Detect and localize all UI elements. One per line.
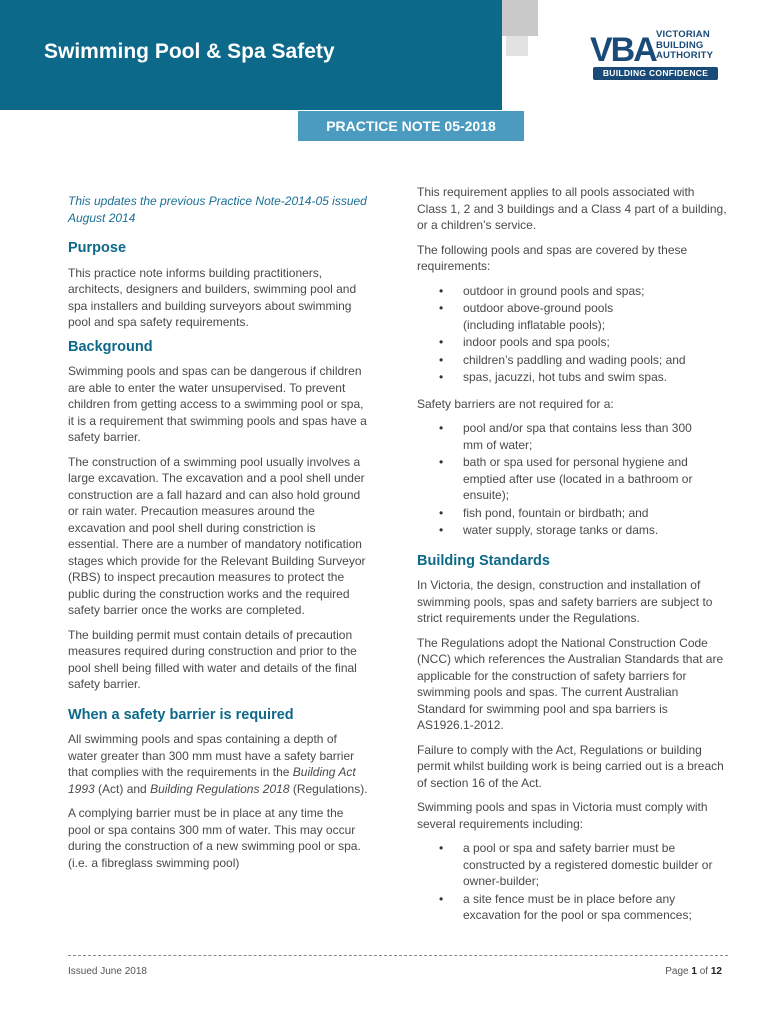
barrier-paragraph: A complying barrier must be in place at any time the pool or spa contains 300 mm of water. This may occur during the construction of a new swimming pool or spa. (i.e. a fibreglass swimming pool) <box>68 806 361 870</box>
list-item: • bath or spa used for personal hygiene and emptied after use (located in a bathroom or ensuite); <box>417 454 727 504</box>
list-item: • a site fence must be in place before any excavation for the pool or spa commences; <box>417 891 727 924</box>
practice-note-badge: PRACTICE NOTE 05-2018 <box>298 111 524 141</box>
list-item: • outdoor in ground pools and spas; <box>417 283 727 300</box>
list-item: • children’s paddling and wading pools; and <box>417 352 727 369</box>
not-required-intro: Safety barriers are not required for a: <box>417 396 614 411</box>
standards-paragraph: In Victoria, the design, construction and installation of swimming pools, spas and safety barriers are subject to strict requirements under the Regulations. <box>417 578 713 625</box>
barrier-paragraph: All swimming pools and spas containing a depth of water greater than 300 mm must have a safety barrier that complies with the requirements in the Building Act 1993 (Act) and Building Regulations 2018 (Regulations). <box>68 732 368 796</box>
standards-paragraph: Swimming pools and spas in Victoria must comply with several requirements including: <box>417 800 708 831</box>
standards-heading: Building Standards <box>417 552 550 569</box>
standards-paragraph: The Regulations adopt the National Construction Code (NCC) which references the Australian Standards that are applicable for the construction of safety barriers for swimming pools and spas. The current Australian Standard for swimming pool and spa barriers is AS1926.1-2012. <box>417 635 724 732</box>
list-item: • a pool or spa and safety barrier must be constructed by a registered domestic builder or owner-builder; <box>417 840 727 890</box>
page-title: Swimming Pool & Spa Safety <box>44 40 335 63</box>
list-item: • pool and/or spa that contains less than 300 mm of water; <box>417 420 727 453</box>
requirements-list <box>417 840 727 924</box>
list-item: • water supply, storage tanks or dams. <box>417 522 727 539</box>
list-item: • indoor pools and spa pools; <box>417 334 727 351</box>
list-item: • spas, jacuzzi, hot tubs and swim spas. <box>417 369 727 386</box>
purpose-heading: Purpose <box>68 240 127 256</box>
decorative-square <box>502 0 538 36</box>
background-paragraph: The construction of a swimming pool usually involves a large excavation. The excavation and a pool shell under construction are a fall hazard and can also hold ground or rain water. Precaution measures around the excavation and pool shell during constriction is essential. There are a number of mandatory notification stages which provide for the Relevant Building Surveyor (RBS) to inspect precaution measures to protect the public during the construction works and the required safety barrier once the works are completed. <box>68 454 366 617</box>
page-number: Page 1 of 12 <box>665 966 722 977</box>
current-page: 1 <box>691 966 697 977</box>
vba-logo <box>590 28 720 84</box>
background-heading: Background <box>68 338 153 355</box>
not-required-list <box>417 420 727 539</box>
act-citation: Building Act 1993 <box>68 765 356 796</box>
left-column <box>68 193 368 879</box>
regulations-citation: Building Regulations 2018 <box>150 781 290 796</box>
footer-divider <box>68 955 728 956</box>
vba-logo-icon <box>590 30 660 66</box>
background-paragraph: The building permit must contain details of precaution measures required during construction and prior to the pool shell being filled with water and details of the final safety barrier. <box>68 627 357 691</box>
logo-tagline: BUILDING CONFIDENCE <box>593 67 718 80</box>
barrier-heading: When a safety barrier is required <box>68 706 294 723</box>
standards-paragraph: Failure to comply with the Act, Regulations or building permit whilst building work is being carried out is a breach of section 16 of the Act. <box>417 742 724 790</box>
decorative-square <box>506 36 528 56</box>
issued-date: Issued June 2018 <box>68 966 147 977</box>
right-column <box>417 184 727 934</box>
total-pages: 12 <box>710 966 722 977</box>
intro-note: This updates the previous Practice Note-2014-05 issued August 2014 <box>68 194 367 225</box>
background-paragraph: Swimming pools and spas can be dangerous if children are able to enter the water unsupervised. To prevent children from getting access to a swimming pool or spa, it is a requirement that swimming pools and spas have a safety barrier. <box>68 364 367 444</box>
list-item: • fish pond, fountain or birdbath; and <box>417 505 727 522</box>
covered-intro: The following pools and spas are covered by these requirements: <box>417 242 688 273</box>
logo-wordmark: VICTORIAN BUILDING AUTHORITY <box>656 29 714 61</box>
covered-list <box>417 283 727 386</box>
list-item: • outdoor above-ground pools (including inflatable pools); <box>417 300 727 333</box>
purpose-text: This practice note informs building practitioners, architects, designers and builders, swimming pool and spa installers and building surveyors about swimming pool and spa safety requirements. <box>68 265 357 329</box>
applies-paragraph: This requirement applies to all pools associated with Class 1, 2 and 3 buildings and a Class 4 part of a building, or a children’s service. <box>417 185 727 232</box>
svg-text:VBA: VBA <box>590 31 656 66</box>
